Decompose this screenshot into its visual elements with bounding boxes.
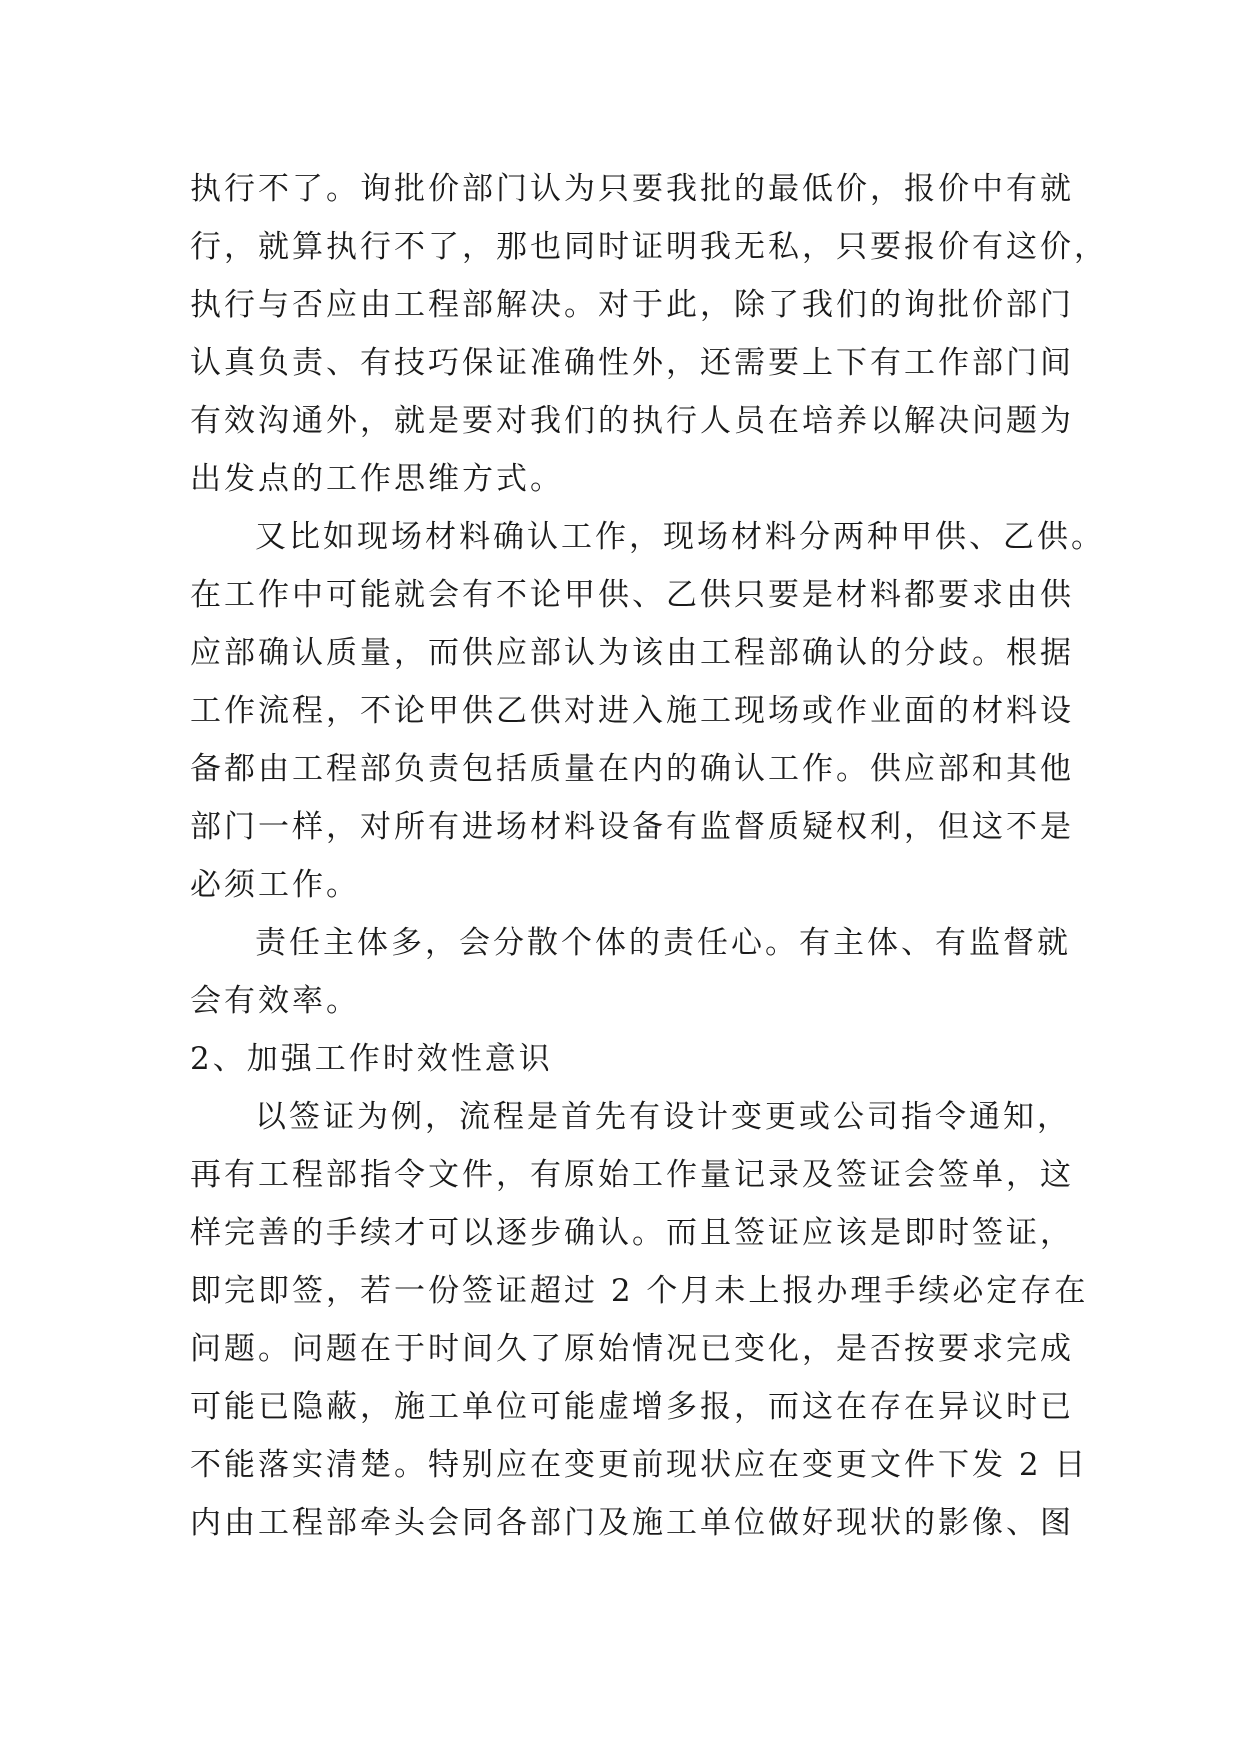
text-line: 出发点的工作思维方式。 (190, 461, 564, 497)
text-line: 会有效率。 (190, 983, 360, 1019)
section-heading: 2、加强工作时效性意识 (190, 1041, 553, 1077)
text-line: 在工作中可能就会有不论甲供、乙供只要是材料都要求由供 (190, 577, 1074, 613)
text-line: 有效沟通外，就是要对我们的执行人员在培养以解决问题为 (190, 403, 1074, 439)
paragraph-start-line: 以签证为例，流程是首先有设计变更或公司指令通知， (255, 1099, 1071, 1135)
text-line: 应部确认质量，而供应部认为该由工程部确认的分歧。根据 (190, 635, 1074, 671)
text-line: 认真负责、有技巧保证准确性外，还需要上下有工作部门间 (190, 345, 1074, 381)
text-line: 即完即签，若一份签证超过 2 个月未上报办理手续必定存在 (190, 1273, 1089, 1309)
text-line: 备都由工程部负责包括质量在内的确认工作。供应部和其他 (190, 751, 1074, 787)
text-line: 再有工程部指令文件，有原始工作量记录及签证会签单，这 (190, 1157, 1074, 1193)
text-line: 执行不了。询批价部门认为只要我批的最低价，报价中有就 (190, 171, 1074, 207)
text-line: 执行与否应由工程部解决。对于此，除了我们的询批价部门 (190, 287, 1074, 323)
text-line: 问题。问题在于时间久了原始情况已变化，是否按要求完成 (190, 1331, 1074, 1367)
text-line: 内由工程部牵头会同各部门及施工单位做好现状的影像、图 (190, 1505, 1074, 1541)
text-line: 必须工作。 (190, 867, 360, 903)
paragraph-start-line: 又比如现场材料确认工作，现场材料分两种甲供、乙供。 (255, 519, 1105, 555)
paragraph-start-line: 责任主体多，会分散个体的责任心。有主体、有监督就 (255, 925, 1071, 961)
text-line: 可能已隐蔽，施工单位可能虚增多报，而这在存在异议时已 (190, 1389, 1074, 1425)
text-line: 工作流程，不论甲供乙供对进入施工现场或作业面的材料设 (190, 693, 1074, 729)
text-line: 部门一样，对所有进场材料设备有监督质疑权利，但这不是 (190, 809, 1074, 845)
text-line: 样完善的手续才可以逐步确认。而且签证应该是即时签证， (190, 1215, 1074, 1251)
text-line: 行，就算执行不了，那也同时证明我无私，只要报价有这价， (190, 229, 1108, 265)
text-line: 不能落实清楚。特别应在变更前现状应在变更文件下发 2 日 (190, 1447, 1089, 1483)
body-text (190, 160, 1108, 1552)
